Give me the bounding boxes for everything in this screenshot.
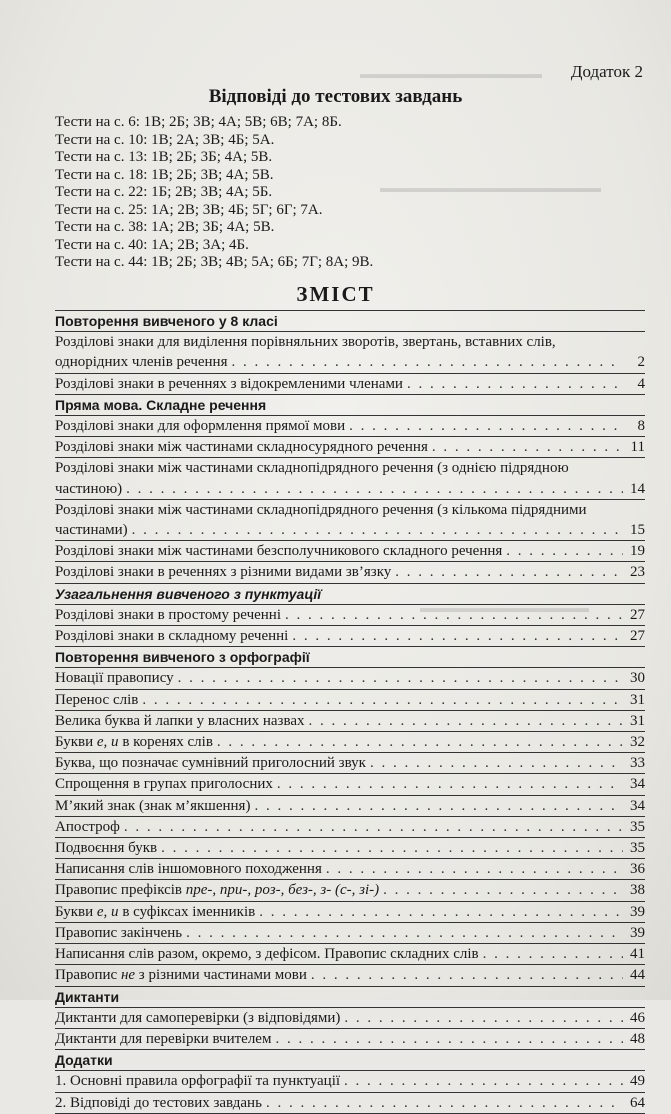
toc-page-number: 64 <box>630 1094 645 1111</box>
toc-entry-title: Спрощення в групах приголосних <box>55 776 273 793</box>
answer-line: Тести на с. 38: 1А; 2В; 3Б; 4А; 5В. <box>55 219 275 235</box>
toc-page-number: 38 <box>630 882 645 899</box>
toc-page-number: 33 <box>630 755 645 772</box>
toc-entry-title: Розділові знаки в простому реченні <box>55 606 281 623</box>
answers-heading: Відповіді до тестових завдань <box>208 86 463 107</box>
toc-page-number: 27 <box>630 628 645 645</box>
toc-entry-title: Буква, що позначає сумнівний приголосний звук <box>55 755 366 772</box>
toc-entry-title: Букви е, и в коренях слів <box>55 734 213 751</box>
toc-page-number: 34 <box>630 776 645 793</box>
toc-entry <box>55 457 645 498</box>
toc-entry <box>55 795 645 816</box>
toc-page-number: 44 <box>630 967 645 984</box>
toc-entry <box>55 331 645 372</box>
toc-page-number: 30 <box>630 670 645 687</box>
toc-page-number: 39 <box>630 924 645 941</box>
toc-entry <box>55 604 645 625</box>
toc-entry-title: Букви е, и в суфіксах іменників <box>55 903 256 920</box>
toc-entry <box>55 415 645 436</box>
answer-line: Тести на с. 6: 1В; 2Б; 3В; 4А; 5В; 6В; 7А; 8Б. <box>55 114 342 130</box>
table-of-contents <box>55 310 645 1114</box>
toc-entry-title: Диктанти для перевірки вчителем <box>55 1030 272 1047</box>
toc-page-number: 19 <box>630 543 645 560</box>
toc-entry-title: частиною) <box>55 480 123 497</box>
toc-entry-title: Написання слів іншомовного походження <box>55 861 322 878</box>
toc-entry <box>55 373 645 394</box>
toc-entry-title: Правопис префіксів пре-, при-, роз-, без-, з- (с-, зі-) <box>55 882 380 899</box>
toc-entry-title: частинами) <box>55 522 128 539</box>
toc-entry <box>55 901 645 922</box>
toc-entry-title: Правопис закінчень <box>55 924 183 941</box>
answer-line: Тести на с. 22: 1Б; 2В; 3В; 4А; 5Б. <box>55 184 273 200</box>
toc-entry-title: Велика буква й лапки у власних назвах <box>55 712 305 729</box>
toc-entry-title: Розділові знаки між частинами складнопідрядного речення (з кількома підрядними <box>55 501 587 518</box>
toc-entry-title: 1. Основні правила орфографії та пунктуації <box>55 1073 341 1090</box>
toc-entry-title: Диктанти для самоперевірки (з відповідями) <box>55 1009 341 1026</box>
toc-section: Пряма мова. Складне речення <box>55 394 645 415</box>
toc-entry <box>55 752 645 773</box>
toc-page-number: 8 <box>637 418 645 435</box>
toc-page-number: 39 <box>630 903 645 920</box>
toc-entry <box>55 922 645 943</box>
addendum-label: Додаток 2 <box>570 62 643 81</box>
toc-page-number: 49 <box>630 1073 645 1090</box>
toc-entry <box>55 837 645 858</box>
toc-entry-title: однорідних членів речення <box>55 354 228 371</box>
answer-line: Тести на с. 10: 1В; 2А; 3В; 4Б; 5А. <box>55 131 275 148</box>
toc-entry <box>55 561 645 582</box>
toc-entry-title: Розділові знаки в складному реченні <box>55 628 289 645</box>
toc-entry-title: М’який знак (знак м’якшення) <box>55 797 251 814</box>
toc-page-number: 31 <box>630 712 645 729</box>
toc-entry <box>55 1070 645 1091</box>
toc-entry-title: Розділові знаки для виділення порівняльних зворотів, звертань, вставних слів, <box>55 334 556 351</box>
toc-entry <box>55 879 645 900</box>
toc-entry <box>55 858 645 879</box>
toc-entry <box>55 625 645 646</box>
toc-entry <box>55 667 645 688</box>
toc-entry-title: Подвоєння букв <box>55 840 158 857</box>
toc-page-number: 15 <box>630 522 645 539</box>
answer-line: Тести на с. 44: 1В; 2Б; 3В; 4В; 5А; 6Б; 7Г; 8А; 9В. <box>55 254 374 270</box>
toc-entry <box>55 540 645 561</box>
toc-page-number: 23 <box>630 564 645 581</box>
toc-entry <box>55 1092 645 1114</box>
toc-entry <box>55 1007 645 1028</box>
toc-entry-title: Розділові знаки в реченнях з відокремленими членами <box>55 375 403 392</box>
toc-heading: ЗМІСТ <box>296 282 375 306</box>
toc-entry <box>55 964 645 985</box>
toc-entry <box>55 689 645 710</box>
bleed-through-text: ▬▬▬▬▬▬▬▬▬▬▬▬▬▬▬▬▬ <box>380 180 601 195</box>
toc-entry <box>55 710 645 731</box>
toc-entry-title: Перенос слів <box>55 691 139 708</box>
toc-page-number: 35 <box>630 818 645 835</box>
toc-section: Повторення вивченого у 8 класі <box>55 310 645 331</box>
answer-line: Тести на с. 18: 1В; 2Б; 3В; 4А; 5В. <box>55 166 274 183</box>
toc-section: Узагальнення вивченого з пунктуації <box>55 583 645 604</box>
toc-section: Диктанти <box>55 986 645 1007</box>
bleed-through-text: ▬▬▬▬▬▬▬▬▬▬▬▬▬ <box>420 600 589 615</box>
toc-entry <box>55 731 645 752</box>
toc-page-number: 34 <box>630 797 645 814</box>
toc-page-number: 4 <box>637 375 645 392</box>
toc-entry-title: Апостроф <box>55 818 120 835</box>
toc-entry <box>55 816 645 837</box>
toc-entry-title: Розділові знаки між частинами безсполучникового складного речення <box>55 543 503 560</box>
toc-page-number: 48 <box>630 1030 645 1047</box>
toc-page-number: 41 <box>630 946 645 963</box>
bleed-through-text: ▬▬▬▬▬▬▬▬▬▬▬▬▬▬ <box>360 66 542 81</box>
toc-page-number: 2 <box>637 354 645 371</box>
answer-line: Тести на с. 13: 1В; 2Б; 3Б; 4А; 5В. <box>55 149 273 165</box>
answer-line: Тести на с. 40: 1А; 2В; 3А; 4Б. <box>55 236 249 253</box>
toc-page-number: 11 <box>630 439 645 456</box>
answers-list <box>55 114 645 272</box>
toc-page-number: 14 <box>630 480 645 497</box>
toc-page-number: 27 <box>630 606 645 623</box>
toc-entry-title: Розділові знаки між частинами складносурядного речення <box>55 439 428 456</box>
answer-line: Тести на с. 25: 1А; 2В; 3В; 4Б; 5Г; 6Г; 7А. <box>55 201 323 218</box>
toc-entry-title: Розділові знаки між частинами складнопідрядного речення (з однією підрядною <box>55 460 569 477</box>
toc-page-number: 31 <box>630 691 645 708</box>
toc-entry-title: Розділові знаки в реченнях з різними видами зв’язку <box>55 564 392 581</box>
toc-entry-title: Правопис не з різними частинами мови <box>55 967 307 984</box>
toc-section: Додатки <box>55 1049 645 1070</box>
toc-entry <box>55 499 645 540</box>
toc-page-number: 35 <box>630 840 645 857</box>
toc-page-number: 32 <box>630 734 645 751</box>
toc-entry <box>55 773 645 794</box>
toc-entry <box>55 943 645 964</box>
toc-page-number: 36 <box>630 861 645 878</box>
toc-section: Повторення вивченого з орфографії <box>55 646 645 667</box>
toc-entry-title: 2. Відповіді до тестових завдань <box>55 1094 262 1111</box>
toc-entry-title: Розділові знаки для оформлення прямої мови <box>55 418 346 435</box>
toc-entry <box>55 436 645 457</box>
toc-entry-title: Новації правопису <box>55 670 174 687</box>
toc-page-number: 46 <box>630 1009 645 1026</box>
toc-entry <box>55 1028 645 1049</box>
toc-entry-title: Написання слів разом, окремо, з дефісом. Правопис складних слів <box>55 946 479 963</box>
